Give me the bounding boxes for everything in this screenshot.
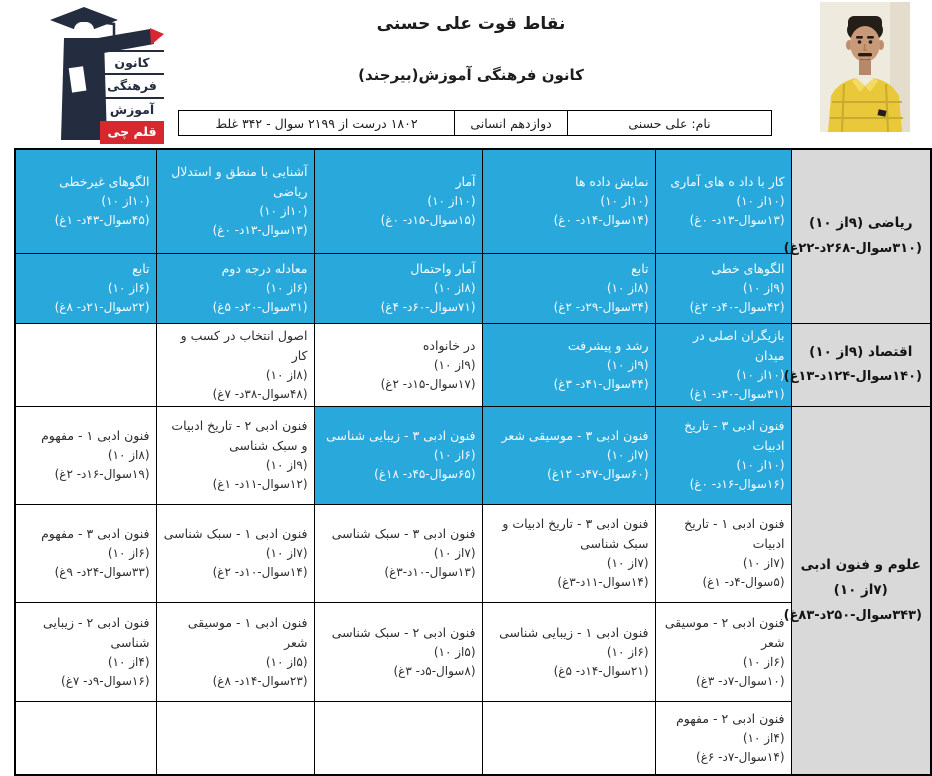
subject-title: علوم و فنون ادبی (۷از ۱۰) [800, 556, 921, 599]
topic-cell [314, 149, 482, 253]
topic-title: اصول انتخاب در کسب و کار [180, 327, 308, 363]
logo-badge-ghalamchi: قلم چی [100, 121, 164, 144]
topic-score: (۹از ۱۰) [433, 357, 476, 372]
subject-title: اقتصاد (۹از ۱۰) [809, 343, 913, 360]
topic-title: فنون ادبی ۱ - مفهوم [41, 428, 150, 444]
topic-title: فنون ادبی ۳ - موسیقی شعر [501, 428, 649, 444]
topic-stats: (۶۰سوال-۴۷د- ۱۲غ) [547, 467, 649, 482]
topic-score: (۷از ۱۰) [606, 448, 649, 463]
topic-score: (۸از ۱۰) [433, 280, 476, 295]
topic-cell [482, 406, 655, 504]
topic-score: (۱۰از ۱۰) [427, 194, 476, 209]
topic-cell [156, 253, 314, 323]
subject-title: ریاضی (۹از ۱۰) [809, 215, 913, 232]
topic-cell [15, 253, 156, 323]
topic-title: فنون ادبی ۲ - سبک شناسی [331, 624, 476, 640]
topic-title: الگوهای خطی [711, 260, 785, 276]
topic-stats: (۴۴سوال-۴۱د- ۳غ) [553, 376, 649, 391]
topic-score: (۵از ۱۰) [433, 644, 476, 659]
overall-score: ۱۸۰۲ درست از ۲۱۹۹ سوال - ۳۴۲ غلط [215, 115, 418, 131]
topic-cell [156, 602, 314, 701]
topic-cell [482, 602, 655, 701]
topic-stats: (۵سوال-۴د- ۱غ) [702, 575, 785, 590]
topic-score: (۱۰از ۱۰) [259, 204, 308, 219]
strengths-table [14, 148, 932, 776]
topic-cell [15, 504, 156, 602]
topic-cell [314, 323, 482, 406]
topic-stats: (۱۴سوال-۱۱د-۳غ) [557, 575, 649, 590]
topic-stats: (۱۳سوال-۱۳د- ۰غ) [689, 213, 785, 228]
topic-cell [482, 253, 655, 323]
topic-score: (۷از ۱۰) [606, 556, 649, 571]
topic-title: در خانواده [422, 337, 476, 353]
topic-score: (۶از ۱۰) [265, 280, 308, 295]
topic-score: (۱۰از ۱۰) [600, 194, 649, 209]
table-row [15, 149, 931, 253]
empty-cell [15, 323, 156, 406]
page-subtitle: کانون فرهنگی آموزش(بیرجند) [358, 66, 584, 84]
topic-title: فنون ادبی ۱ - زیبایی شناسی [499, 624, 649, 640]
topic-score: (۴از ۱۰) [742, 730, 785, 745]
logo-wordmark [100, 50, 164, 144]
subject-stats: (۱۴۰سوال-۱۲۴د-۱۳غ) [783, 369, 922, 385]
page-title: نقاط قوت علی حسنی [376, 14, 566, 34]
topic-stats: (۱۶سوال-۹د- ۷غ) [61, 673, 150, 688]
topic-cell [314, 253, 482, 323]
topic-cell [655, 504, 791, 602]
topic-title: آمار واحتمال [410, 260, 476, 276]
topic-title: آمار [455, 174, 476, 190]
topic-stats: (۲۳سوال-۱۴د- ۸غ) [212, 673, 308, 688]
topic-stats: (۴۵سوال-۴۳د- ۱غ) [54, 213, 150, 228]
topic-score: (۷از ۱۰) [265, 546, 308, 561]
topic-title: فنون ادبی ۳ - تاریخ ادبیات [684, 418, 785, 454]
topic-stats: (۲۱سوال-۱۴د- ۵غ) [553, 663, 649, 678]
student-photo [820, 2, 910, 132]
topic-title: فنون ادبی ۱ - تاریخ ادبیات [684, 516, 785, 552]
topic-cell [15, 406, 156, 504]
topic-score: (۸از ۱۰) [265, 367, 308, 382]
topic-stats: (۶۵سوال-۴۵د- ۱۸غ) [374, 467, 476, 482]
logo-word-2: فرهنگی [100, 73, 164, 96]
topic-title: نمایش داده ها [575, 174, 649, 190]
topic-cell [482, 323, 655, 406]
topic-score: (۷از ۱۰) [433, 546, 476, 561]
topic-title: تابع [631, 260, 649, 276]
topic-title: بازیگران اصلی در میدان [693, 327, 785, 363]
topic-score: (۸از ۱۰) [606, 280, 649, 295]
topic-score: (۷از ۱۰) [742, 556, 785, 571]
topic-stats: (۳۳سوال-۲۴د- ۹غ) [54, 565, 150, 580]
topic-cell [314, 602, 482, 701]
topic-cell [156, 504, 314, 602]
topic-score: (۶از ۱۰) [107, 280, 150, 295]
topic-stats: (۷۱سوال-۶۰د- ۴غ) [380, 300, 476, 314]
topic-cell [314, 406, 482, 504]
empty-cell [15, 701, 156, 775]
subject-stats: (۳۱۰سوال-۲۶۸د-۲۲غ) [783, 240, 922, 256]
topic-score: (۹از ۱۰) [742, 280, 785, 295]
kanoon-logo [12, 4, 164, 142]
topic-score: (۱۰از ۱۰) [736, 194, 785, 209]
topic-title: کار با داد ه های آماری [670, 174, 785, 190]
topic-score: (۹از ۱۰) [265, 458, 308, 473]
topic-title: فنون ادبی ۲ - تاریخ ادبیات و سبک شناسی [171, 418, 308, 454]
topic-stats: (۳۱سوال-۳۰د- ۱غ) [689, 386, 785, 401]
topic-title: فنون ادبی ۲ - زیبایی شناسی [43, 614, 150, 650]
topic-stats: (۴۲سوال-۴۰د- ۲غ) [689, 300, 785, 314]
topic-stats: (۱۵سوال-۱۵د- ۰غ) [380, 213, 476, 228]
topic-stats: (۱۴سوال-۷د- ۶غ) [696, 750, 785, 765]
topic-score: (۱۰از ۱۰) [736, 367, 785, 382]
student-grade: دوازدهم انسانی [454, 111, 567, 135]
topic-score: (۴از ۱۰) [107, 654, 150, 669]
topic-title: معادله درجه دوم [221, 260, 308, 276]
topic-stats: (۱۳سوال-۱۳د- ۰غ) [212, 223, 308, 238]
topic-title: فنون ادبی ۱ - موسیقی شعر [187, 614, 308, 650]
logo-word-1: کانون [100, 50, 164, 73]
topic-cell [156, 149, 314, 253]
topic-title: فنون ادبی ۲ - موسیقی شعر [664, 614, 785, 650]
topic-stats: (۴۸سوال-۳۸د- ۷غ) [212, 386, 308, 401]
logo-word-3: آموزش [100, 97, 164, 120]
topic-stats: (۳۴سوال-۲۹د- ۲غ) [553, 300, 649, 314]
subject-stats: (۳۴۳سوال-۲۵۰د-۸۳غ) [783, 607, 922, 623]
topic-cell [15, 602, 156, 701]
topic-title: فنون ادبی ۲ - مفهوم [676, 710, 785, 726]
topic-cell [655, 323, 791, 406]
topic-cell [482, 149, 655, 253]
topic-cell [314, 504, 482, 602]
strengths-table-body [15, 149, 931, 775]
student-info-bar [178, 110, 772, 136]
topic-cell [655, 701, 791, 775]
topic-cell [156, 406, 314, 504]
topic-score: (۶از ۱۰) [107, 546, 150, 561]
table-row [15, 406, 931, 504]
topic-title: تابع [132, 260, 150, 276]
topic-score: (۱۰از ۱۰) [736, 458, 785, 473]
topic-score: (۵از ۱۰) [265, 654, 308, 669]
topic-cell [655, 602, 791, 701]
subject-label-cell [783, 149, 931, 323]
topic-cell [655, 406, 791, 504]
topic-stats: (۳۱سوال-۲۰د- ۵غ) [212, 300, 308, 314]
topic-stats: (۱۴سوال-۱۰د- ۲غ) [212, 565, 308, 580]
topic-title: فنون ادبی ۳ - تاریخ ادبیات و سبک شناسی [502, 516, 649, 552]
topic-cell [482, 504, 655, 602]
topic-title: الگوهای غیرخطی [59, 174, 150, 190]
empty-cell [156, 701, 314, 775]
topic-cell [655, 149, 791, 253]
empty-cell [482, 701, 655, 775]
topic-stats: (۲۲سوال-۲۱د- ۸غ) [54, 300, 150, 314]
topic-score: (۱۰از ۱۰) [101, 194, 150, 209]
table-row [15, 323, 931, 406]
topic-score: (۶از ۱۰) [742, 654, 785, 669]
student-name: نام: علی حسنی [567, 111, 771, 135]
topic-title: فنون ادبی ۳ - زیبایی شناسی [326, 428, 476, 444]
topic-title: فنون ادبی ۱ - سبک شناسی [163, 526, 308, 542]
topic-score: (۶از ۱۰) [433, 448, 476, 463]
topic-title: آشنایی با منطق و استدلال ریاضی [171, 164, 308, 200]
topic-title: رشد و پیشرفت [567, 337, 649, 353]
empty-cell [314, 701, 482, 775]
topic-title: فنون ادبی ۳ - مفهوم [41, 526, 150, 542]
topic-stats: (۱۲سوال-۱۱د- ۱غ) [212, 477, 308, 492]
topic-stats: (۱۶سوال-۱۶د- ۰غ) [689, 477, 785, 492]
topic-cell [15, 149, 156, 253]
topic-title: فنون ادبی ۳ - سبک شناسی [331, 526, 476, 542]
topic-score: (۸از ۱۰) [107, 448, 150, 463]
topic-stats: (۱۹سوال-۱۶د- ۲غ) [54, 467, 150, 482]
subject-label-cell [783, 406, 931, 775]
topic-score: (۶از ۱۰) [606, 644, 649, 659]
topic-stats: (۱۳سوال-۱۰د-۳غ) [384, 565, 476, 580]
topic-stats: (۱۰سوال-۷د- ۳غ) [696, 673, 785, 688]
topic-cell [655, 253, 791, 323]
topic-stats: (۸سوال-۵د- ۳غ) [393, 663, 476, 678]
topic-cell [156, 323, 314, 406]
topic-stats: (۱۴سوال-۱۴د- ۰غ) [553, 213, 649, 228]
topic-stats: (۱۷سوال-۱۵د- ۲غ) [380, 376, 476, 391]
topic-score: (۹از ۱۰) [606, 357, 649, 372]
subject-label-cell [783, 323, 931, 406]
